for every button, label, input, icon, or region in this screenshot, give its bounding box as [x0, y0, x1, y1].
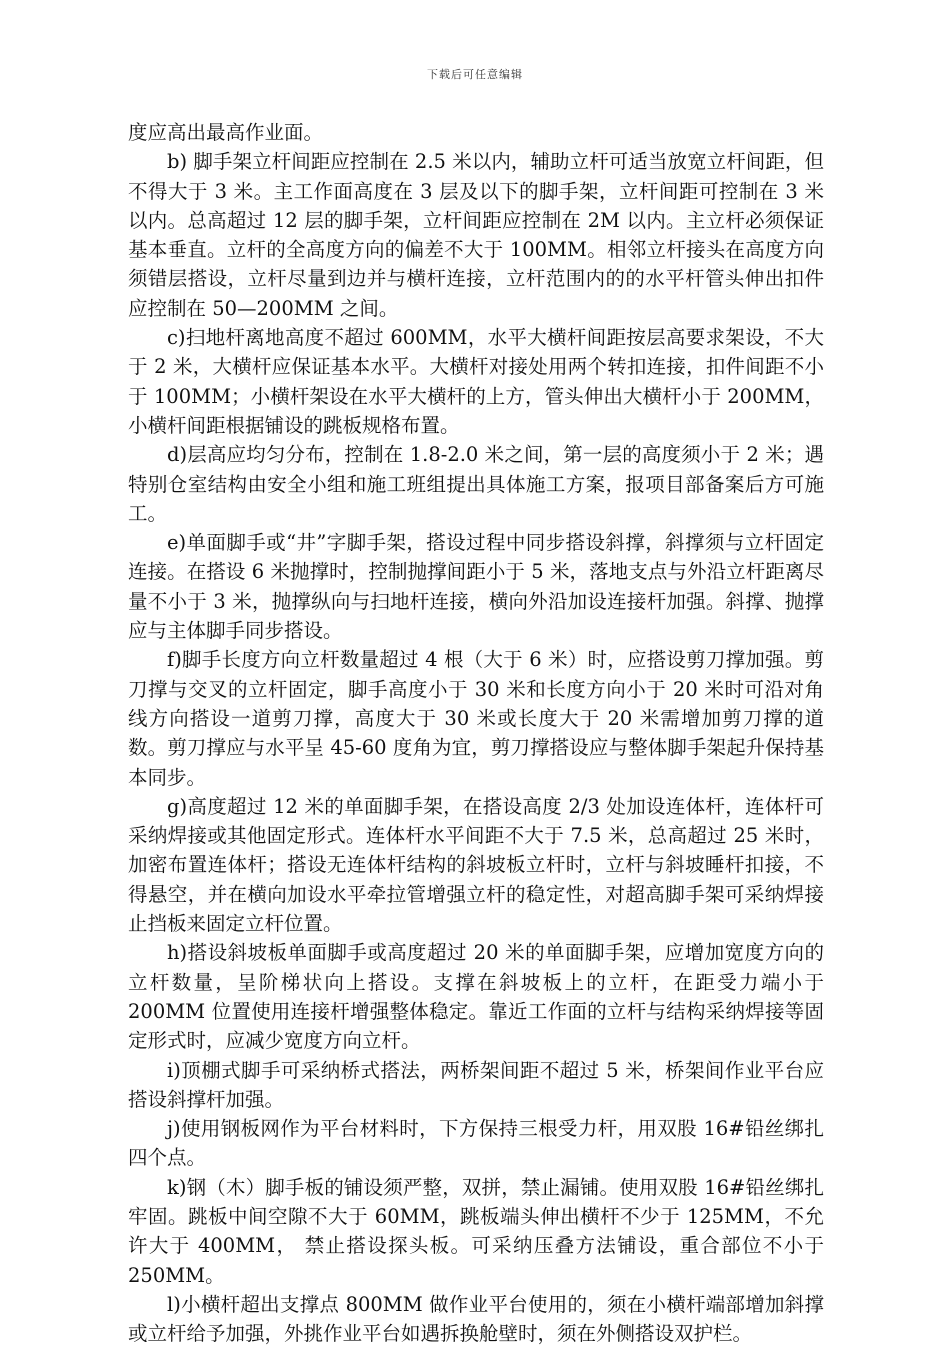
paragraph-k: k)钢（木）脚手板的铺设须严整，双拼，禁止漏铺。使用双股 16#铅丝绑扎牢固。跳板中间空隙不大于 60MM，跳板端头伸出横杆不少于 125MM，不允许大于 400MM， 禁止搭设探头板。可采纳压叠方法铺设，重合部位不小于 250MM。	[128, 1175, 824, 1287]
page-header: 下载后可任意编辑	[427, 68, 523, 81]
paragraph-i: i)顶棚式脚手可采纳桥式搭法，两桥架间距不超过 5 米，桥架间作业平台应搭设斜撑杆加强。	[128, 1058, 824, 1111]
paragraph-g: g)高度超过 12 米的单面脚手架，在搭设高度 2/3 处加设连体杆，连体杆可采纳焊接或其他固定形式。连体杆水平间距不大于 7.5 米，总高超过 25 米时，加密布置连体杆；搭设无连体杆结构的斜坡板立杆时，立杆与斜坡睡杆扣接，不得悬空，并在横向加设水平牵拉管增强立杆的稳定性，对超高脚手架可采纳焊接止挡板来固定立杆位置。	[128, 794, 824, 936]
paragraph-b: b) 脚手架立杆间距应控制在 2.5 米以内，辅助立杆可适当放宽立杆间距，但不得大于 3 米。主工作面高度在 3 层及以下的脚手架，立杆间距可控制在 3 米以内。总高超过 12 层的脚手架，立杆间距应控制在 2M 以内。主立杆必须保证基本垂直。立杆的全高度方向的偏差不大于 100MM。相邻立杆接头在高度方向须错层搭设，立杆尽量到边并与横杆连接，立杆范围内的的水平杆管头伸出扣件应控制在 50—200MM 之间。	[128, 150, 824, 320]
paragraph-continuation: 度应高出最高作业面。	[128, 121, 324, 144]
paragraph-l: l)小横杆超出支撑点 800MM 做作业平台使用的，须在小横杆端部增加斜撑或立杆给予加强，外挑作业平台如遇拆换舱壁时，须在外侧搭设双护栏。	[128, 1292, 824, 1346]
paragraph-e: e)单面脚手或“井”字脚手架，搭设过程中同步搭设斜撑，斜撑须与立杆固定连接。在搭设 6 米抛撑时，控制抛撑间距小于 5 米，落地支点与外沿立杆距离尽量不小于 3 米，抛撑纵向与扫地杆连接，横向外沿加设连接杆加强。斜撑、抛撑应与主体脚手同步搭设。	[128, 531, 824, 643]
paragraph-c: c)扫地杆离地高度不超过 600MM，水平大横杆间距按层高要求架设，不大于 2 米，大横杆应保证基本水平。大横杆对接处用两个转扣连接，扣件间距不小于 100MM；小横杆架设在水平大横杆的上方，管头伸出大横杆小于 200MM，小横杆间距根据铺设的跳板规格布置。	[128, 326, 824, 437]
paragraph-f: f)脚手长度方向立杆数量超过 4 根（大于 6 米）时，应搭设剪刀撑加强。剪刀撑与交叉的立杆固定，脚手高度小于 30 米和长度方向小于 20 米时可沿对角线方向搭设一道剪刀撑，高度大于 30 米或长度大于 20 米需增加剪刀撑的道数。剪刀撑应与水平呈 45-60 度角为宜，剪刀撑搭设应与整体脚手架起升保持基本同步。	[128, 648, 824, 789]
paragraph-j: j)使用钢板网作为平台材料时，下方保持三根受力杆，用双股 16#铅丝绑扎四个点。	[128, 1117, 824, 1170]
paragraph-d: d)层高应均匀分布，控制在 1.8-2.0 米之间，第一层的高度须小于 2 米；遇特别仓室结构由安全小组和施工班组提出具体施工方案，报项目部备案后方可施工。	[128, 443, 824, 525]
paragraph-h: h)搭设斜坡板单面脚手或高度超过 20 米的单面脚手架，应增加宽度方向的立杆数量，呈阶梯状向上搭设。支撑在斜坡板上的立杆，在距受力端小于 200MM 位置使用连接杆增强整体稳定。靠近工作面的立杆与结构采纳焊接等固定形式时，应减少宽度方向立杆。	[128, 941, 824, 1053]
document-body	[128, 118, 824, 1348]
